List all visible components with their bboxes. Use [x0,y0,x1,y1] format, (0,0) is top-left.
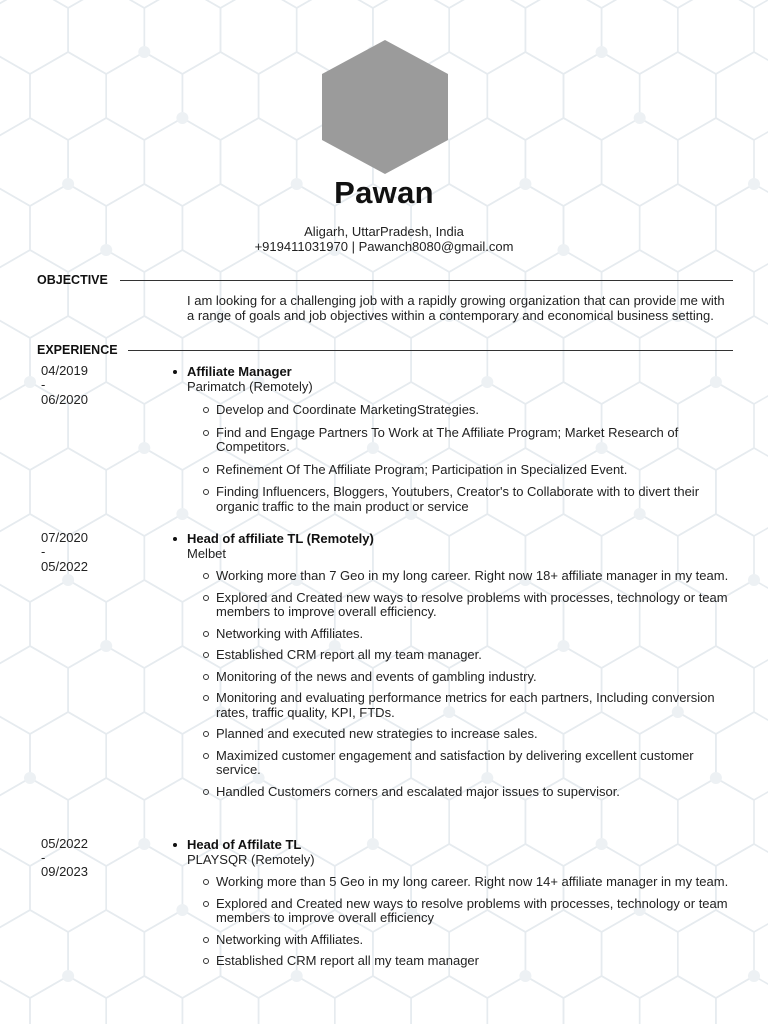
job-1-duties [173,403,733,514]
objective-text: I am looking for a challenging job with a rapidly growing organization that can provide me with a range of goals and job objectives within a contemporary and economical business setting. [187,293,725,323]
list-item: Planned and executed new strategies to increase sales. [216,727,733,742]
avatar-hexagon-icon [320,40,450,174]
job-1 [173,364,733,514]
list-item: Find and Engage Partners To Work at The Affiliate Program; Market Research of Competitors. [216,426,733,455]
job-3-end-date: 09/2023 [41,864,88,879]
list-item: Working more than 7 Geo in my long career. Right now 18+ affiliate manager in my team. [216,569,733,584]
objective-divider [120,280,733,281]
job-1-title: Affiliate Manager [173,364,733,379]
objective-heading: OBJECTIVE [37,273,108,287]
job-1-end-date: 06/2020 [41,392,88,407]
list-item: Handled Customers corners and escalated major issues to supervisor. [216,785,733,800]
list-item: Maximized customer engagement and satisfaction by delivering excellent customer service. [216,749,733,778]
list-item: Finding Influencers, Bloggers, Youtubers, Creator's to Collaborate with to divert their organic traffic to the main product or service [216,485,733,514]
list-item: Refinement Of The Affiliate Program; Participation in Specialized Event. [216,463,733,478]
experience-divider [128,350,733,351]
list-item: Monitoring of the news and events of gambling industry. [216,670,733,685]
job-1-company: Parimatch (Remotely) [187,379,313,394]
candidate-name: Pawan [334,175,434,210]
list-item: Established CRM report all my team manager. [216,648,733,663]
location-text: Aligarh, UttarPradesh, India [304,224,464,239]
job-3-date-separator: - [41,850,46,865]
job-1-date-separator: - [41,377,46,392]
job-3 [173,837,733,969]
list-item: Networking with Affiliates. [216,627,733,642]
job-3-title: Head of Affilate TL [173,837,733,852]
job-2-duties [173,569,733,799]
job-3-company: PLAYSQR (Remotely) [187,852,315,867]
list-item: Monitoring and evaluating performance metrics for each partners, Including conversion rates, traffic quality, KPI, FTDs. [216,691,733,720]
list-item: Develop and Coordinate MarketingStrategies. [216,403,733,418]
job-2-start-date: 07/2020 [41,530,88,545]
job-2-end-date: 05/2022 [41,559,88,574]
list-item: Explored and Created new ways to resolve problems with processes, technology or team members to improve overall efficiency [216,897,733,926]
job-1-start-date: 04/2019 [41,363,88,378]
phone-email-text: +919411031970 | Pawanch8080@gmail.com [254,239,514,254]
job-2 [173,531,733,799]
job-3-start-date: 05/2022 [41,836,88,851]
job-2-date-separator: - [41,544,46,559]
list-item: Working more than 5 Geo in my long career. Right now 14+ affiliate manager in my team. [216,875,733,890]
experience-heading: EXPERIENCE [37,343,118,357]
job-3-duties [173,875,733,969]
list-item: Established CRM report all my team manager [216,954,733,969]
job-2-company: Melbet [187,546,227,561]
job-2-title: Head of affiliate TL (Remotely) [173,531,733,546]
list-item: Explored and Created new ways to resolve problems with processes, technology or team members to improve overall efficiency. [216,591,733,620]
list-item: Networking with Affiliates. [216,933,733,948]
